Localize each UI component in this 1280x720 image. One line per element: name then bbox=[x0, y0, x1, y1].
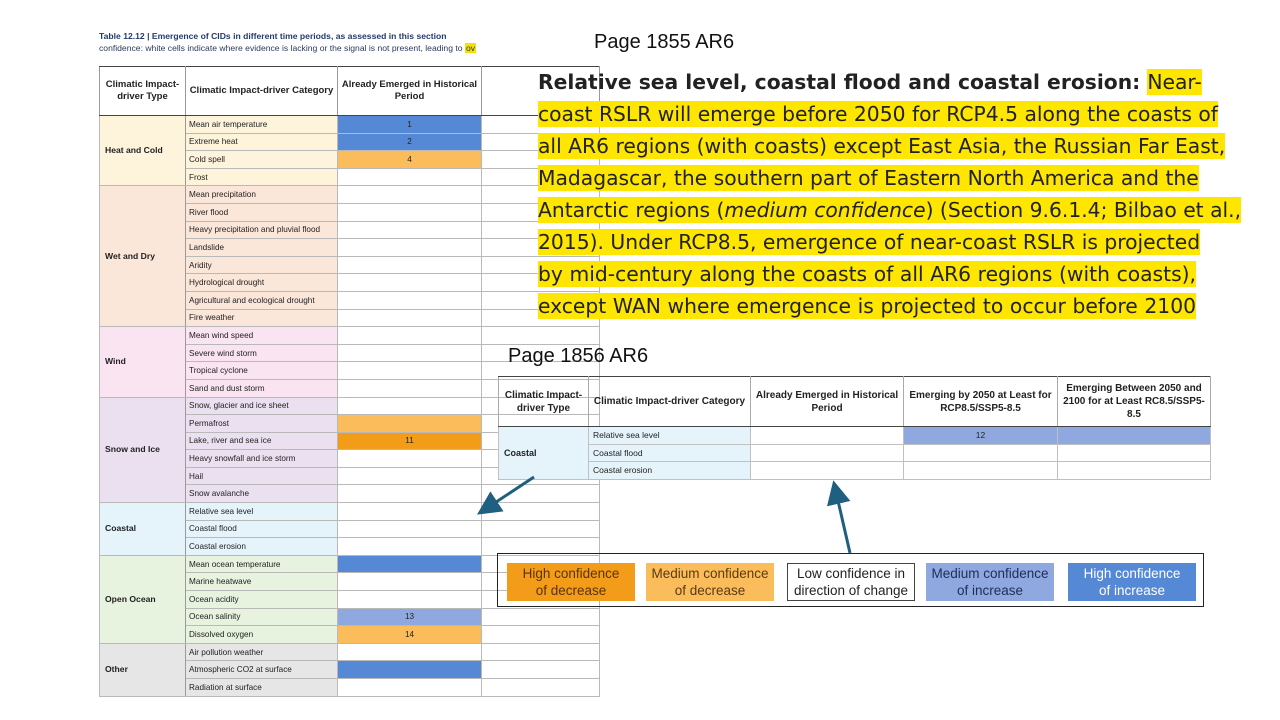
category-cell: Coastal flood bbox=[186, 520, 338, 538]
table-row bbox=[100, 327, 600, 345]
category-cell: Mean precipitation bbox=[186, 186, 338, 204]
category-cell: Tropical cyclone bbox=[186, 362, 338, 380]
next-period-cell bbox=[482, 679, 600, 697]
legend-label-line2: of decrease bbox=[535, 583, 607, 598]
historical-value-cell bbox=[338, 221, 482, 239]
header-type: Climatic Impact-driver Type bbox=[100, 67, 186, 116]
category-cell: Snow, glacier and ice sheet bbox=[186, 397, 338, 415]
header-historical: Already Emerged in Historical Period bbox=[338, 67, 482, 116]
historical-value-cell bbox=[338, 503, 482, 521]
paragraph-text: by mid-century along the coasts of all AR6 regions (with coasts), bbox=[538, 262, 1196, 286]
driver-type-cell: Open Ocean bbox=[100, 555, 186, 643]
category-cell: Coastal erosion bbox=[589, 462, 751, 480]
historical-value-cell bbox=[338, 203, 482, 221]
driver-type-cell: Wind bbox=[100, 327, 186, 397]
emergence-value-cell bbox=[904, 462, 1058, 480]
paragraph-text: except WAN where emergence is projected to occur before 2100 bbox=[538, 294, 1196, 318]
category-cell: Sand and dust storm bbox=[186, 379, 338, 397]
legend-label-line2: direction of change bbox=[793, 583, 909, 598]
driver-type-cell: Other bbox=[100, 643, 186, 696]
table-row bbox=[100, 186, 600, 204]
category-cell: Fire weather bbox=[186, 309, 338, 327]
next-period-cell bbox=[482, 503, 600, 521]
paragraph-text: ) (Section 9.6.1.4; Bilbao et al., bbox=[925, 198, 1242, 222]
page-1856-label: Page 1856 AR6 bbox=[508, 345, 649, 367]
caption-title: Table 12.12 | Emergence of CIDs in different time periods, as assessed in this section bbox=[99, 31, 447, 41]
historical-value-cell bbox=[338, 327, 482, 345]
driver-type-cell: Heat and Cold bbox=[100, 116, 186, 186]
page-1855-label: Page 1855 AR6 bbox=[594, 31, 735, 53]
highlighted-paragraph bbox=[538, 66, 1242, 322]
category-cell: Landslide bbox=[186, 239, 338, 257]
historical-value-cell bbox=[338, 239, 482, 257]
legend-swatch bbox=[1068, 563, 1196, 601]
driver-type-cell: Snow and Ice bbox=[100, 397, 186, 503]
emergence-value-cell bbox=[1058, 462, 1211, 480]
table-header-row bbox=[100, 67, 600, 116]
historical-value-cell bbox=[338, 309, 482, 327]
table-row bbox=[100, 116, 600, 134]
historical-value-cell bbox=[338, 274, 482, 292]
coastal-emergence-table bbox=[498, 376, 1211, 480]
historical-value-cell bbox=[338, 520, 482, 538]
historical-value-cell bbox=[338, 415, 482, 433]
left-table-container bbox=[99, 66, 481, 695]
historical-value-cell bbox=[338, 485, 482, 503]
table-row bbox=[499, 444, 1211, 462]
category-cell: Lake, river and sea ice bbox=[186, 432, 338, 450]
legend-label-line2: of increase bbox=[956, 583, 1024, 598]
paragraph-text: Antarctic regions ( bbox=[538, 198, 725, 222]
historical-value-cell bbox=[338, 679, 482, 697]
category-cell: Atmospheric CO2 at surface bbox=[186, 661, 338, 679]
category-cell: Hail bbox=[186, 467, 338, 485]
table-header-row bbox=[499, 377, 1211, 427]
header-historical: Already Emerged in Historical Period bbox=[751, 377, 904, 427]
legend-swatch bbox=[926, 563, 1054, 601]
historical-value-cell bbox=[338, 168, 482, 186]
historical-value-cell bbox=[338, 362, 482, 380]
category-cell: Marine heatwave bbox=[186, 573, 338, 591]
category-cell: Mean air temperature bbox=[186, 116, 338, 134]
next-period-cell bbox=[482, 520, 600, 538]
emergence-value-cell bbox=[751, 444, 904, 462]
table-row bbox=[100, 643, 600, 661]
legend-label-line2: of decrease bbox=[674, 583, 746, 598]
caption-note: confidence: white cells indicate where evidence is lacking or the signal is not present, leading to bbox=[99, 43, 463, 53]
legend-label-line1: Low confidence in bbox=[796, 566, 906, 581]
table-row bbox=[499, 427, 1211, 445]
historical-value-cell bbox=[338, 591, 482, 609]
emergence-value-cell bbox=[1058, 444, 1211, 462]
paragraph-line bbox=[538, 130, 1226, 162]
historical-value-cell: 14 bbox=[338, 626, 482, 644]
category-cell: Dissolved oxygen bbox=[186, 626, 338, 644]
right-table-container bbox=[498, 376, 1210, 476]
header-2050-2100: Emerging Between 2050 and 2100 for at Least RC8.5/SSP5-8.5 bbox=[1058, 377, 1211, 427]
emergence-value-cell bbox=[751, 462, 904, 480]
paragraph-line bbox=[538, 226, 1201, 258]
historical-value-cell bbox=[338, 538, 482, 556]
category-cell: Relative sea level bbox=[186, 503, 338, 521]
driver-type-cell: Wet and Dry bbox=[100, 186, 186, 327]
historical-value-cell bbox=[338, 291, 482, 309]
category-cell: Relative sea level bbox=[589, 427, 751, 445]
legend-swatch bbox=[646, 563, 774, 601]
paragraph-text: Madagascar, the southern part of Eastern North America and the bbox=[538, 166, 1199, 190]
paragraph-line bbox=[538, 66, 1202, 98]
paragraph-text: medium confidence bbox=[724, 198, 926, 222]
driver-type-cell: Coastal bbox=[499, 427, 589, 480]
historical-value-cell bbox=[338, 450, 482, 468]
confidence-legend bbox=[497, 553, 1204, 607]
category-cell: Hydrological drought bbox=[186, 274, 338, 292]
next-period-cell bbox=[482, 643, 600, 661]
historical-value-cell: 13 bbox=[338, 608, 482, 626]
legend-label-line1: High confidence bbox=[1083, 566, 1181, 581]
historical-value-cell bbox=[338, 379, 482, 397]
historical-value-cell bbox=[338, 397, 482, 415]
next-period-cell bbox=[482, 626, 600, 644]
header-by-2050: Emerging by 2050 at Least for RCP8.5/SSP5-8.5 bbox=[904, 377, 1058, 427]
category-cell: Cold spell bbox=[186, 151, 338, 169]
paragraph-line bbox=[538, 258, 1196, 290]
category-cell: Air pollution weather bbox=[186, 643, 338, 661]
caption-highlight: ov bbox=[465, 43, 476, 53]
category-cell: Snow avalanche bbox=[186, 485, 338, 503]
category-cell: Ocean salinity bbox=[186, 608, 338, 626]
paragraph-line bbox=[538, 194, 1242, 226]
category-cell: Agricultural and ecological drought bbox=[186, 291, 338, 309]
legend-label-line2: of increase bbox=[1098, 583, 1166, 598]
category-cell: Permafrost bbox=[186, 415, 338, 433]
paragraph-text: 2015). Under RCP8.5, emergence of near-coast RSLR is projected bbox=[538, 230, 1201, 254]
historical-value-cell bbox=[338, 643, 482, 661]
paragraph-line bbox=[538, 98, 1218, 130]
legend-swatch bbox=[507, 563, 635, 601]
legend-label-line1: High confidence bbox=[522, 566, 620, 581]
historical-value-cell bbox=[338, 573, 482, 591]
driver-type-cell: Coastal bbox=[100, 503, 186, 556]
category-cell: Mean ocean temperature bbox=[186, 555, 338, 573]
paragraph-text: coast RSLR will emerge before 2050 for RCP4.5 along the coasts of bbox=[538, 102, 1218, 126]
next-period-cell bbox=[482, 485, 600, 503]
emergence-value-cell: 12 bbox=[904, 427, 1058, 445]
next-period-cell bbox=[482, 661, 600, 679]
historical-value-cell bbox=[338, 344, 482, 362]
category-cell: Extreme heat bbox=[186, 133, 338, 151]
historical-value-cell bbox=[338, 467, 482, 485]
category-cell: Coastal flood bbox=[589, 444, 751, 462]
next-period-cell bbox=[482, 608, 600, 626]
paragraph-heading: Relative sea level, coastal flood and coastal erosion: bbox=[538, 70, 1148, 94]
category-cell: Ocean acidity bbox=[186, 591, 338, 609]
emergence-value-cell bbox=[1058, 427, 1211, 445]
paragraph-text: Near- bbox=[1147, 70, 1202, 94]
paragraph-line bbox=[538, 162, 1199, 194]
header-type: Climatic Impact-driver Type bbox=[499, 377, 589, 427]
category-cell: Heavy snowfall and ice storm bbox=[186, 450, 338, 468]
left-table-caption bbox=[99, 30, 481, 54]
legend-swatch bbox=[787, 563, 915, 601]
category-cell: River flood bbox=[186, 203, 338, 221]
historical-value-cell bbox=[338, 256, 482, 274]
category-cell: Heavy precipitation and pluvial flood bbox=[186, 221, 338, 239]
historical-value-cell bbox=[338, 186, 482, 204]
table-row bbox=[100, 503, 600, 521]
header-category: Climatic Impact-driver Category bbox=[186, 67, 338, 116]
category-cell: Radiation at surface bbox=[186, 679, 338, 697]
category-cell: Mean wind speed bbox=[186, 327, 338, 345]
arrow-from-legend bbox=[836, 492, 850, 553]
next-period-cell bbox=[482, 327, 600, 345]
header-category: Climatic Impact-driver Category bbox=[589, 377, 751, 427]
emergence-value-cell bbox=[904, 444, 1058, 462]
paragraph-line bbox=[538, 290, 1196, 322]
legend-label-line1: Medium confidence bbox=[931, 566, 1049, 581]
historical-value-cell bbox=[338, 555, 482, 573]
category-cell: Aridity bbox=[186, 256, 338, 274]
historical-value-cell bbox=[338, 661, 482, 679]
historical-value-cell: 2 bbox=[338, 133, 482, 151]
legend-label-line1: Medium confidence bbox=[651, 566, 769, 581]
historical-value-cell: 4 bbox=[338, 151, 482, 169]
table-row bbox=[499, 462, 1211, 480]
historical-value-cell: 11 bbox=[338, 432, 482, 450]
historical-value-cell: 1 bbox=[338, 116, 482, 134]
category-cell: Coastal erosion bbox=[186, 538, 338, 556]
category-cell: Frost bbox=[186, 168, 338, 186]
paragraph-text: all AR6 regions (with coasts) except East Asia, the Russian Far East, bbox=[538, 134, 1226, 158]
category-cell: Severe wind storm bbox=[186, 344, 338, 362]
emergence-value-cell bbox=[751, 427, 904, 445]
